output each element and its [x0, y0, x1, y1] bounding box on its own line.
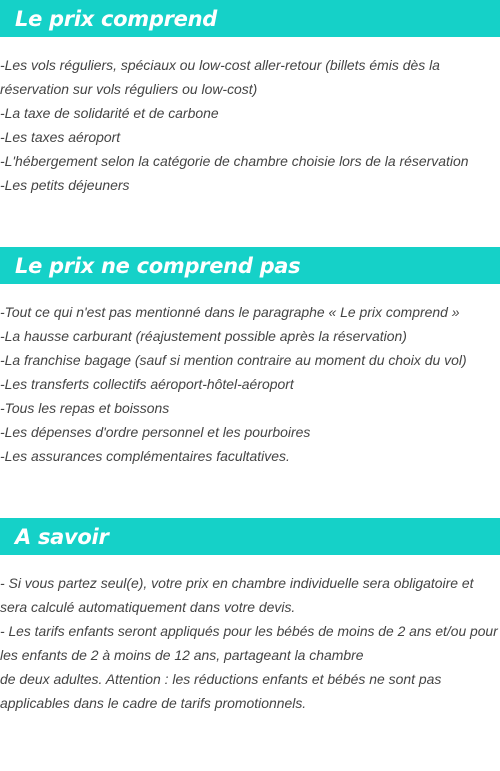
list-item: de deux adultes. Attention : les réductions enfants et bébés ne sont pas: [0, 671, 442, 687]
list-item: -Les transferts collectifs aéroport-hôtel-aéroport: [0, 376, 294, 392]
section-header-prix-ne-comprend-pas: [0, 247, 500, 284]
list-item: -Tout ce qui n'est pas mentionné dans le paragraphe « Le prix comprend »: [0, 304, 460, 320]
section-list-prix-ne-comprend-pas: [0, 300, 500, 468]
section-header-a-savoir: [0, 518, 500, 555]
section-title: Le prix comprend: [15, 6, 217, 31]
section-list-a-savoir: [0, 571, 500, 715]
list-item: -Les assurances complémentaires facultatives.: [0, 448, 290, 464]
list-item: -Tous les repas et boissons: [0, 400, 170, 416]
list-item: les enfants de 2 à moins de 12 ans, partageant la chambre: [0, 647, 364, 663]
list-item: -Les dépenses d'ordre personnel et les pourboires: [0, 424, 311, 440]
list-item: - Si vous partez seul(e), votre prix en chambre individuelle sera obligatoire et: [0, 575, 474, 591]
section-list-prix-comprend: [0, 53, 500, 197]
section-title: A savoir: [15, 524, 109, 549]
section-title: Le prix ne comprend pas: [15, 253, 301, 278]
section-header-prix-comprend: [0, 0, 500, 37]
list-item: - Les tarifs enfants seront appliqués pour les bébés de moins de 2 ans et/ou pour: [0, 623, 498, 639]
list-item: -L'hébergement selon la catégorie de chambre choisie lors de la réservation: [0, 153, 469, 169]
list-item: -Les petits déjeuners: [0, 177, 130, 193]
list-item: -La taxe de solidarité et de carbone: [0, 105, 219, 121]
list-item: applicables dans le cadre de tarifs promotionnels.: [0, 695, 307, 711]
list-item: -La hausse carburant (réajustement possible après la réservation): [0, 328, 407, 344]
list-item: -Les taxes aéroport: [0, 129, 121, 145]
list-item: -Les vols réguliers, spéciaux ou low-cost aller-retour (billets émis dès la: [0, 57, 440, 73]
list-item: sera calculé automatiquement dans votre devis.: [0, 599, 296, 615]
list-item: réservation sur vols réguliers ou low-cost): [0, 81, 258, 97]
list-item: -La franchise bagage (sauf si mention contraire au moment du choix du vol): [0, 352, 467, 368]
